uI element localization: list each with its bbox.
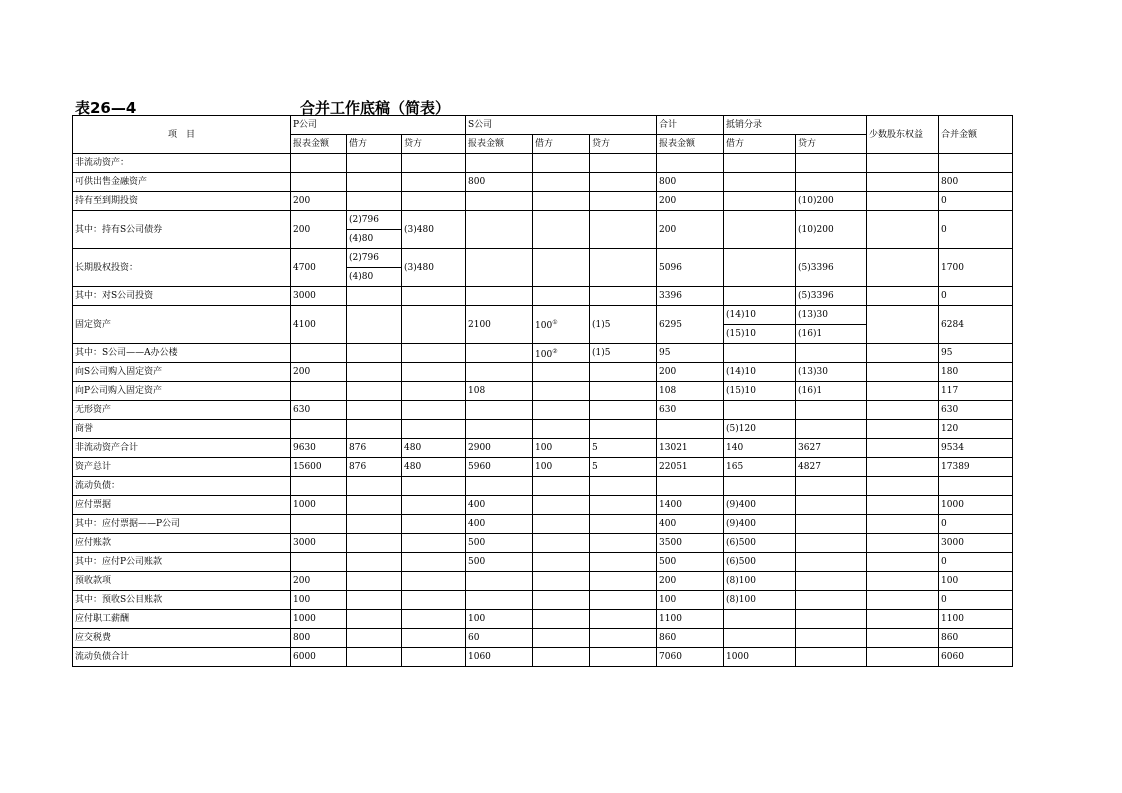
table-row: [73, 211, 1013, 230]
p-report-amount: 200: [291, 572, 347, 591]
p-report-amount: 3000: [291, 287, 347, 306]
header-p-debit: 借方: [347, 135, 402, 154]
row-label: 长期股权投资：: [73, 249, 291, 287]
table-row: [73, 382, 1013, 401]
elim-debit: (9)400: [724, 496, 796, 515]
total-amount: 22051: [657, 458, 724, 477]
s-report-amount: 500: [466, 553, 533, 572]
consolidated-amount: 0: [939, 591, 1013, 610]
header-s-company: S公司: [466, 116, 657, 135]
row-label: 其中：S公司——A办公楼: [73, 344, 291, 363]
consolidated-amount: 630: [939, 401, 1013, 420]
elim-credit: (5)3396: [796, 249, 867, 287]
total-amount: 1100: [657, 610, 724, 629]
row-label: 向S公司购入固定资产: [73, 363, 291, 382]
s-report-amount: 5960: [466, 458, 533, 477]
total-amount: 1400: [657, 496, 724, 515]
total-amount: 6295: [657, 306, 724, 344]
footnote-mark: ②: [552, 347, 558, 355]
row-label: 商誉: [73, 420, 291, 439]
s-report-amount: 2900: [466, 439, 533, 458]
total-amount: 95: [657, 344, 724, 363]
row-label: 应交税费: [73, 629, 291, 648]
consolidated-amount: 0: [939, 553, 1013, 572]
consolidated-amount: 6284: [939, 306, 1013, 344]
row-label: 预收款项: [73, 572, 291, 591]
consolidated-amount: 1000: [939, 496, 1013, 515]
row-label: 应付职工薪酬: [73, 610, 291, 629]
p-report-amount: 200: [291, 211, 347, 249]
table-row: [73, 401, 1013, 420]
header-elim-debit: 借方: [724, 135, 796, 154]
row-label: 可供出售金融资产: [73, 173, 291, 192]
s-debit: 100②: [533, 344, 590, 363]
consolidated-amount: 0: [939, 211, 1013, 249]
row-label: 其中：应付P公司账款: [73, 553, 291, 572]
table-row: [73, 496, 1013, 515]
p-report-amount: 1000: [291, 496, 347, 515]
p-report-amount: 1000: [291, 610, 347, 629]
s-credit: (1)5: [590, 344, 657, 363]
s-report-amount: 500: [466, 534, 533, 553]
consolidated-amount: 6060: [939, 648, 1013, 667]
elim-credit: (13)30: [796, 363, 867, 382]
table-row: [73, 534, 1013, 553]
elim-debit: (8)100: [724, 572, 796, 591]
elim-credit: (16)1: [796, 325, 867, 344]
table-row: [73, 192, 1013, 211]
consolidated-amount: 3000: [939, 534, 1013, 553]
row-label: 固定资产: [73, 306, 291, 344]
row-label: 向P公司购入固定资产: [73, 382, 291, 401]
total-amount: 200: [657, 192, 724, 211]
consolidated-amount: 1700: [939, 249, 1013, 287]
header-p-report-amount: 报表金额: [291, 135, 347, 154]
row-label: 流动负债：: [73, 477, 291, 496]
table-row: [73, 249, 1013, 268]
table-row: [73, 572, 1013, 591]
header-elimination: 抵销分录: [724, 116, 867, 135]
total-amount: 800: [657, 173, 724, 192]
table-row: [73, 648, 1013, 667]
table-row: [73, 439, 1013, 458]
elim-debit: (14)10: [724, 363, 796, 382]
p-report-amount: 100: [291, 591, 347, 610]
header-item: 项 目: [73, 116, 291, 154]
elim-debit: (14)10: [724, 306, 796, 325]
total-amount: 3500: [657, 534, 724, 553]
s-credit: 5: [590, 458, 657, 477]
row-label: 无形资产: [73, 401, 291, 420]
elim-debit: (15)10: [724, 382, 796, 401]
p-report-amount: 3000: [291, 534, 347, 553]
consolidated-amount: 0: [939, 287, 1013, 306]
consolidated-amount: 100: [939, 572, 1013, 591]
p-credit: 480: [402, 458, 466, 477]
p-report-amount: 9630: [291, 439, 347, 458]
s-credit: (1)5: [590, 306, 657, 344]
p-debit: (4)80: [347, 230, 402, 249]
total-amount: 108: [657, 382, 724, 401]
elim-credit: 3627: [796, 439, 867, 458]
total-amount: 200: [657, 572, 724, 591]
total-amount: 200: [657, 211, 724, 249]
consolidated-amount: 117: [939, 382, 1013, 401]
p-debit: 876: [347, 458, 402, 477]
table-row: [73, 629, 1013, 648]
consolidated-amount: 1100: [939, 610, 1013, 629]
s-debit: 100: [533, 439, 590, 458]
header-elim-credit: 贷方: [796, 135, 867, 154]
total-amount: 860: [657, 629, 724, 648]
table-row: [73, 306, 1013, 325]
s-report-amount: 60: [466, 629, 533, 648]
row-label: 其中：持有S公司债券: [73, 211, 291, 249]
elim-credit: (5)3396: [796, 287, 867, 306]
consolidated-amount: 180: [939, 363, 1013, 382]
s-report-amount: 1060: [466, 648, 533, 667]
p-report-amount: 15600: [291, 458, 347, 477]
consolidated-amount: 17389: [939, 458, 1013, 477]
p-credit: (3)480: [402, 211, 466, 249]
elim-credit: (10)200: [796, 211, 867, 249]
elim-debit: 1000: [724, 648, 796, 667]
s-report-amount: 400: [466, 496, 533, 515]
consolidated-amount: 9534: [939, 439, 1013, 458]
table-row: [73, 420, 1013, 439]
table-row: [73, 363, 1013, 382]
header-p-company: P公司: [291, 116, 466, 135]
s-report-amount: 100: [466, 610, 533, 629]
row-label: 非流动资产合计: [73, 439, 291, 458]
table-row: [73, 154, 1013, 173]
p-credit: (3)480: [402, 249, 466, 287]
table-row: [73, 515, 1013, 534]
table-number: 表26—4: [75, 99, 137, 117]
row-label: 其中：应付票据——P公司: [73, 515, 291, 534]
footnote-mark: ①: [552, 319, 558, 326]
consolidated-amount: 800: [939, 173, 1013, 192]
p-report-amount: 200: [291, 192, 347, 211]
header-total-report-amount: 报表金额: [657, 135, 724, 154]
p-debit: (2)796: [347, 211, 402, 230]
s-report-amount: 108: [466, 382, 533, 401]
elim-debit: 165: [724, 458, 796, 477]
elim-debit: (6)500: [724, 553, 796, 572]
p-debit: (2)796: [347, 249, 402, 268]
s-report-amount: 800: [466, 173, 533, 192]
total-amount: 7060: [657, 648, 724, 667]
elim-credit: (10)200: [796, 192, 867, 211]
consolidated-amount: 120: [939, 420, 1013, 439]
p-credit: 480: [402, 439, 466, 458]
p-debit: 876: [347, 439, 402, 458]
table-row: [73, 591, 1013, 610]
header-total: 合计: [657, 116, 724, 135]
p-debit: (4)80: [347, 268, 402, 287]
header-p-credit: 贷方: [402, 135, 466, 154]
s-debit: 100①: [533, 306, 590, 344]
s-credit: 5: [590, 439, 657, 458]
p-report-amount: 4100: [291, 306, 347, 344]
consolidated-amount: 0: [939, 192, 1013, 211]
row-label: 流动负债合计: [73, 648, 291, 667]
sheet-title: 合并工作底稿（简表）: [300, 99, 451, 117]
table-row: [73, 610, 1013, 629]
total-amount: 400: [657, 515, 724, 534]
consolidation-worksheet: [72, 115, 1013, 667]
row-label: 非流动资产：: [73, 154, 291, 173]
total-amount: 3396: [657, 287, 724, 306]
table-row: [73, 477, 1013, 496]
elim-debit: (5)120: [724, 420, 796, 439]
row-label: 应付票据: [73, 496, 291, 515]
header-s-debit: 借方: [533, 135, 590, 154]
total-amount: 630: [657, 401, 724, 420]
header-minority: 少数股东权益: [867, 116, 939, 154]
row-label: 持有至到期投资: [73, 192, 291, 211]
total-amount: 5096: [657, 249, 724, 287]
row-label: 资产总计: [73, 458, 291, 477]
s-report-amount: 400: [466, 515, 533, 534]
table-row: [73, 173, 1013, 192]
elim-debit: (9)400: [724, 515, 796, 534]
elim-credit: (13)30: [796, 306, 867, 325]
row-label: 应付账款: [73, 534, 291, 553]
p-report-amount: 200: [291, 363, 347, 382]
p-report-amount: 6000: [291, 648, 347, 667]
row-label: 其中：预收S公目账款: [73, 591, 291, 610]
header-s-report-amount: 报表金额: [466, 135, 533, 154]
s-report-amount: 2100: [466, 306, 533, 344]
table-row: [73, 458, 1013, 477]
consolidated-amount: 860: [939, 629, 1013, 648]
elim-credit: (16)1: [796, 382, 867, 401]
elim-debit: 140: [724, 439, 796, 458]
table-row: [73, 553, 1013, 572]
total-amount: 500: [657, 553, 724, 572]
p-report-amount: 4700: [291, 249, 347, 287]
p-report-amount: 800: [291, 629, 347, 648]
row-label: 其中：对S公司投资: [73, 287, 291, 306]
consolidated-amount: 95: [939, 344, 1013, 363]
consolidated-amount: 0: [939, 515, 1013, 534]
total-amount: 200: [657, 363, 724, 382]
header-s-credit: 贷方: [590, 135, 657, 154]
table-row: [73, 344, 1013, 363]
elim-debit: (6)500: [724, 534, 796, 553]
header-consolidated: 合并金额: [939, 116, 1013, 154]
total-amount: 100: [657, 591, 724, 610]
p-report-amount: 630: [291, 401, 347, 420]
total-amount: 13021: [657, 439, 724, 458]
s-debit: 100: [533, 458, 590, 477]
table-row: [73, 287, 1013, 306]
elim-debit: (8)100: [724, 591, 796, 610]
elim-credit: 4827: [796, 458, 867, 477]
elim-debit: (15)10: [724, 325, 796, 344]
